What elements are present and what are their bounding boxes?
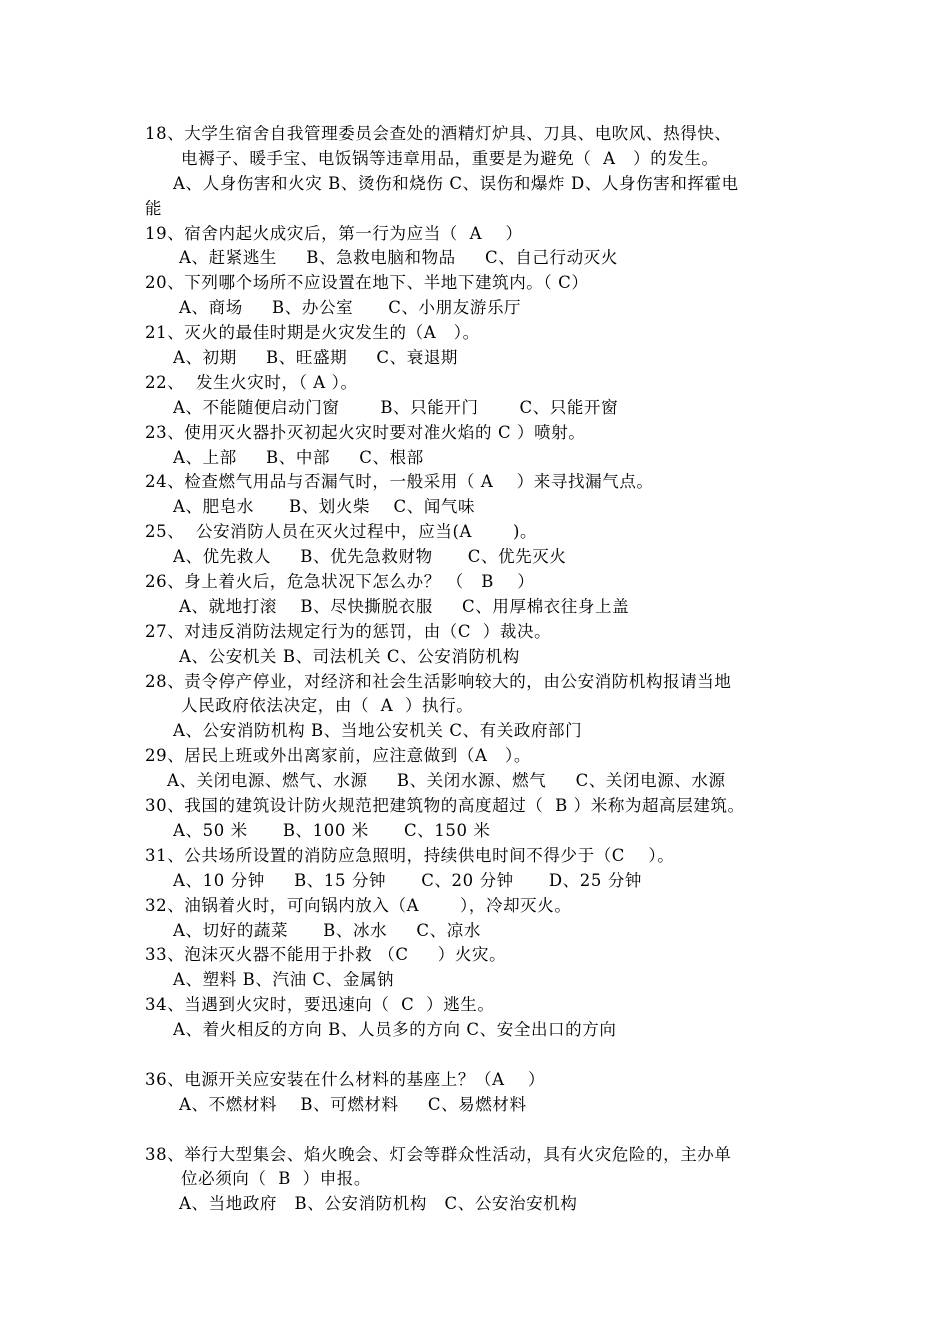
question-line: 32、油锅着火时，可向锅内放入（A ），冷却灭火。 [145, 895, 572, 915]
text-line: 人民政府依法决定，由（ A ）执行。 [181, 696, 474, 716]
question-line: 26、身上着火后，危急状况下怎么办？ （ B ） [145, 572, 535, 592]
question-line: 33、泡沫灭火器不能用于扑救 （C ）火灾。 [145, 945, 507, 965]
blank-line [145, 1043, 825, 1068]
question-line: 22、 发生火灾时，（ A ）。 [145, 372, 358, 392]
options-line: A、肥皂水 B、划火柴 C、闻气味 [173, 497, 476, 517]
question-line: 25、 公安消防人员在灭火过程中，应当(A )。 [145, 522, 538, 542]
question-line: 24、检查燃气用品与否漏气时，一般采用（ A ）来寻找漏气点。 [145, 472, 654, 492]
question-line: 21、灭火的最佳时期是火灾发生的（A ）。 [145, 323, 480, 343]
question-line: 36、电源开关应安装在什么材料的基座上？（A ） [145, 1069, 546, 1089]
quiz-content [145, 122, 825, 1217]
text-line: 电褥子、暖手宝、电饭锅等违章用品，重要是为避免（ A ）的发生。 [181, 148, 719, 168]
options-line: A、公安消防机构 B、当地公安机关 C、有关政府部门 [173, 721, 583, 741]
options-line: A、人身伤害和火灾 B、烫伤和烧伤 C、误伤和爆炸 D、人身伤害和挥霍电 [173, 173, 739, 193]
question-line: 30、我国的建筑设计防火规范把建筑物的高度超过（ B ）米称为超高层建筑。 [145, 796, 745, 816]
options-line: A、初期 B、旺盛期 C、衰退期 [173, 348, 459, 368]
question-line: 23、使用灭火器扑灭初起火灾时要对准火焰的 C ）喷射。 [145, 422, 586, 442]
options-line: A、50 米 B、100 米 C、150 米 [173, 820, 491, 840]
question-line: 28、责令停产停业，对经济和社会生活影响较大的，由公安消防机构报请当地 [145, 671, 732, 691]
question-line: 31、公共场所设置的消防应急照明，持续供电时间不得少于（C ）。 [145, 845, 675, 865]
text-line: 位必须向（ B ）申报。 [181, 1169, 372, 1189]
options-line: A、优先救人 B、优先急救财物 C、优先灭火 [173, 547, 567, 567]
options-line: A、赶紧逃生 B、急救电脑和物品 C、自己行动灭火 [179, 248, 618, 268]
text-line: 能 [145, 198, 163, 218]
options-line: A、切好的蔬菜 B、冰水 C、凉水 [173, 920, 481, 940]
question-line: 27、对违反消防法规定行为的惩罚，由（C ）裁决。 [145, 621, 552, 641]
question-line: 18、大学生宿舍自我管理委员会查处的酒精灯炉具、刀具、电吹风、热得快、 [145, 124, 732, 143]
options-line: A、上部 B、中部 C、根部 [173, 447, 424, 467]
question-line: 20、下列哪个场所不应设置在地下、半地下建筑内。（ C） [145, 273, 589, 293]
blank-line [145, 1118, 825, 1143]
options-line: A、不燃材料 B、可燃材料 C、易燃材料 [179, 1094, 527, 1114]
question-line: 38、举行大型集会、焰火晚会、灯会等群众性活动，具有火灾危险的，主办单 [145, 1144, 732, 1164]
options-line: A、商场 B、办公室 C、小朋友游乐厅 [179, 298, 522, 318]
question-line: 19、宿舍内起火成灾后，第一行为应当（ A ） [145, 223, 523, 243]
options-line: A、关闭电源、燃气、水源 B、关闭水源、燃气 C、关闭电源、水源 [167, 771, 726, 791]
options-line: A、当地政府 B、公安消防机构 C、公安治安机构 [179, 1194, 578, 1214]
options-line: A、公安机关 B、司法机关 C、公安消防机构 [179, 646, 520, 666]
options-line: A、着火相反的方向 B、人员多的方向 C、安全出口的方向 [173, 1020, 617, 1040]
question-line: 29、居民上班或外出离家前，应注意做到（A ）。 [145, 746, 531, 766]
options-line: A、就地打滚 B、尽快撕脱衣服 C、用厚棉衣往身上盖 [179, 596, 630, 616]
options-line: A、10 分钟 B、15 分钟 C、20 分钟 D、25 分钟 [173, 870, 643, 890]
options-line: A、不能随便启动门窗 B、只能开门 C、只能开窗 [173, 397, 619, 417]
options-line: A、塑料 B、汽油 C、金属钠 [173, 970, 395, 990]
question-line: 34、当遇到火灾时，要迅速向（ C ）逃生。 [145, 995, 495, 1015]
